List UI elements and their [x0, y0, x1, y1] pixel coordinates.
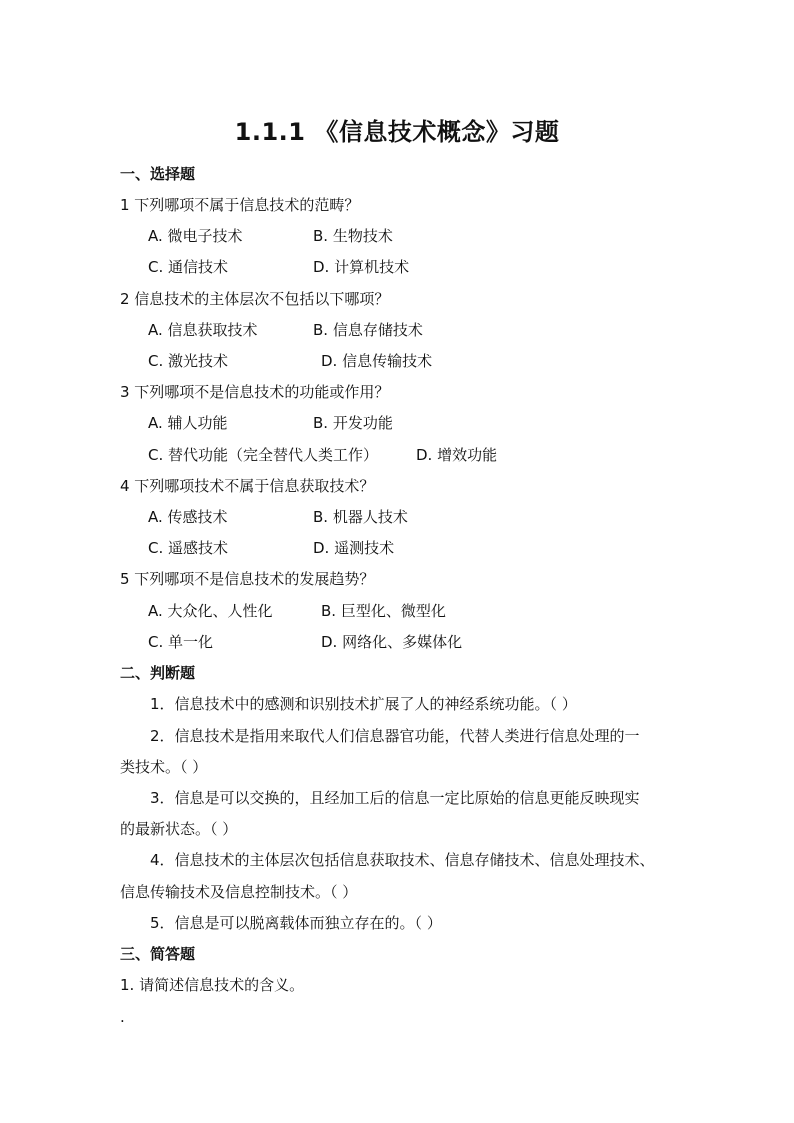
- option-b: B. 机器人技术: [313, 508, 408, 526]
- option-c: C. 遥感技术: [148, 539, 229, 557]
- option-a: A. 微电子技术: [148, 227, 243, 245]
- judgement-item-continuation: 信息传输技术及信息控制技术。（ ）: [120, 883, 358, 901]
- question-stem: 4 下列哪项技术不属于信息获取技术？: [120, 477, 375, 495]
- option-c: C. 替代功能（完全替代人类工作）: [148, 446, 379, 464]
- option-a: A. 大众化、人性化: [148, 602, 273, 620]
- option-d: D. 增效功能: [416, 446, 498, 464]
- section-heading-short-answer: 三、简答题: [120, 945, 196, 963]
- judgement-item: 1．信息技术中的感测和识别技术扩展了人的神经系统功能。（ ）: [150, 695, 577, 713]
- judgement-item-continuation: 的最新状态。（ ）: [120, 820, 238, 838]
- judgement-item: 5．信息是可以脱离载体而独立存在的。（ ）: [150, 914, 442, 932]
- short-answer-question: 1. 请简述信息技术的含义。: [120, 976, 305, 994]
- option-d: D. 计算机技术: [313, 258, 410, 276]
- option-b: B. 巨型化、微型化: [321, 602, 446, 620]
- option-d: D. 信息传输技术: [321, 352, 433, 370]
- option-c: C. 激光技术: [148, 352, 229, 370]
- option-a: A. 传感技术: [148, 508, 228, 526]
- question-stem: 1 下列哪项不属于信息技术的范畴？: [120, 196, 360, 214]
- page-title: 1.1.1 《信息技术概念》习题: [234, 118, 560, 146]
- question-stem: 3 下列哪项不是信息技术的功能或作用？: [120, 383, 390, 401]
- option-a: A. 辅人功能: [148, 414, 228, 432]
- option-b: B. 生物技术: [313, 227, 393, 245]
- judgement-item-continuation: 类技术。（ ）: [120, 758, 208, 776]
- option-b: B. 信息存储技术: [313, 321, 423, 339]
- question-stem: 5 下列哪项不是信息技术的发展趋势？: [120, 570, 375, 588]
- trailing-mark: .: [120, 1008, 125, 1026]
- option-a: A. 信息获取技术: [148, 321, 258, 339]
- option-c: C. 通信技术: [148, 258, 229, 276]
- judgement-item: 3．信息是可以交换的，且经加工后的信息一定比原始的信息更能反映现实: [150, 789, 640, 807]
- option-d: D. 遥测技术: [313, 539, 395, 557]
- judgement-item: 4．信息技术的主体层次包括信息获取技术、信息存储技术、信息处理技术、: [150, 851, 655, 869]
- option-d: D. 网络化、多媒体化: [321, 633, 463, 651]
- judgement-item: 2．信息技术是指用来取代人们信息器官功能，代替人类进行信息处理的一: [150, 727, 640, 745]
- section-heading-judgement: 二、判断题: [120, 664, 196, 682]
- option-c: C. 单一化: [148, 633, 214, 651]
- question-stem: 2 信息技术的主体层次不包括以下哪项？: [120, 290, 390, 308]
- option-b: B. 开发功能: [313, 414, 393, 432]
- section-heading-choice: 一、选择题: [120, 165, 196, 183]
